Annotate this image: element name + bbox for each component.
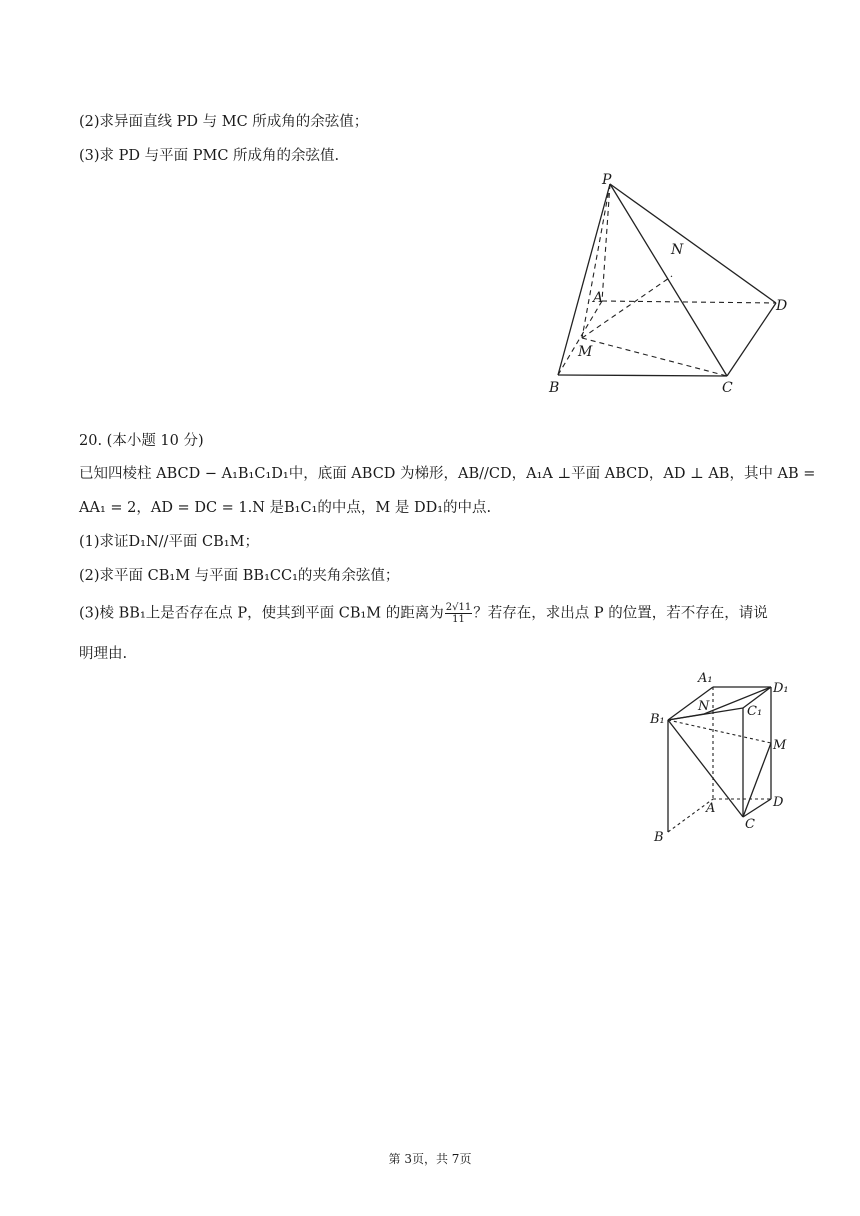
fig1-label-n: N — [671, 242, 684, 258]
fig1-label-c: C — [722, 380, 733, 396]
fig2-label-b1: B₁ — [650, 712, 665, 727]
fig2-label-n: N — [698, 699, 710, 714]
fig1-label-p: P — [602, 172, 612, 188]
distance-fraction: $\frac{2√11}{11}$ — [445, 602, 472, 625]
q20-stem-line2: AA₁ = 2，AD = DC = 1.N 是B₁C₁的中点，M 是 DD₁的中点. — [79, 500, 492, 516]
fig2-label-a: A — [706, 801, 716, 816]
fig2-label-a1: A₁ — [698, 671, 713, 686]
fig2-label-b: B — [654, 830, 664, 845]
q20-part2: (2)求平面 CB₁M 与平面 BB₁CC₁的夹角余弦值； — [79, 568, 400, 584]
pyramid-figure — [540, 170, 800, 400]
q19-part3: (3)求 PD 与平面 PMC 所成角的余弦值. — [79, 148, 340, 164]
fig1-label-d: D — [776, 298, 788, 314]
prism-figure — [640, 665, 810, 850]
q20-heading: 20. (本小题 10 分) — [79, 433, 204, 449]
fig1-label-a: A — [593, 290, 604, 306]
fig1-label-m: M — [578, 344, 593, 360]
fig1-label-b: B — [549, 380, 560, 396]
q20-part1: (1)求证D₁N//平面 CB₁M； — [79, 534, 259, 550]
q20-part3: (3)棱 BB₁上是否存在点 P，使其到平面 CB₁M 的距离为 $\frac{2√11}{11}$ ？若存在，求出点 P 的位置，若不存在，请说 — [79, 602, 768, 625]
fig2-label-c: C — [745, 817, 755, 832]
q19-part2: (2)求异面直线 PD 与 MC 所成角的余弦值； — [79, 114, 369, 130]
page-footer: 第 3页，共 7页 — [388, 1152, 472, 1166]
fig2-label-d1: D₁ — [773, 681, 789, 696]
q20-part3-continued: 明理由. — [79, 646, 128, 662]
fig2-label-c1: C₁ — [747, 704, 763, 719]
fig2-label-m: M — [773, 738, 787, 753]
fig2-label-d: D — [773, 795, 784, 810]
q20-stem-line1: 已知四棱柱 ABCD − A₁B₁C₁D₁中，底面 ABCD 为梯形，AB//CD，A₁A ⊥平面 ABCD，AD ⊥ AB，其中 AB = — [79, 466, 816, 482]
